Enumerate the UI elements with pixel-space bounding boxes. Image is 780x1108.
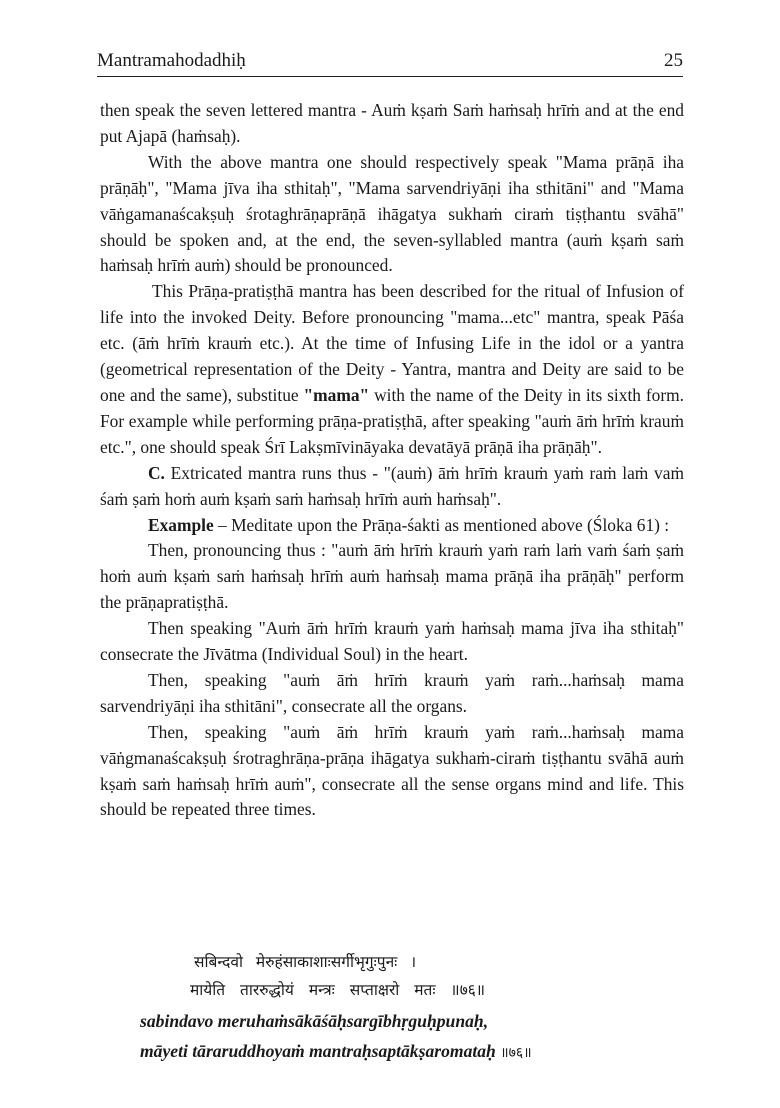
running-header (97, 46, 683, 77)
paragraph-8: Then, speaking "auṁ āṁ hrīṁ krauṁ yaṁ raṁ...haṁsaḥ mama sarvendriyāṇi iha sthitāni", consecrate all the organs. (100, 669, 684, 716)
paragraph-7: Then speaking "Auṁ āṁ hrīṁ krauṁ yaṁ haṁsaḥ mama jīva iha sthitaḥ" consecrate the Jīvātma (Individual Soul) in the heart. (100, 618, 684, 665)
paragraph-5-text: – Meditate upon the Prāṇa-śakti as mentioned above (Śloka 61) : (213, 514, 670, 535)
paragraph-5 (100, 513, 684, 539)
devanagari-line-1: सबिन्दवो मेरुहंसाकाशाःसर्गीभृगुःपुनः । (194, 953, 417, 971)
devanagari-line-2: मायेति ताररुद्धोयं मन्त्रः सप्ताक्षरो मतः ॥७६॥ (190, 981, 486, 999)
page-number: 25 (664, 50, 683, 71)
paragraph-3-text-a: This Prāṇa-pratiṣṭhā mantra has been described for the ritual of Infusion of life into the invoked Deity. Before pronouncing "mama...etc" mantra, speak Pāśa etc. (āṁ hrīṁ krauṁ etc.). At the time of Infusing Life in the idol or a yantra (geometrical representation of the Deity - Yantra, mantra and Deity are said to be one and the same), substitue (100, 281, 684, 405)
transliteration-line-2-text: māyeti tāraruddhoyaṁ mantraḥsaptākṣaromataḥ (140, 1041, 496, 1061)
verse-transliteration (140, 1006, 700, 1069)
paragraph-3 (100, 279, 684, 460)
transliteration-line-1: sabindavo meruhaṁsākāśāḥsargībhṛguḥpunaḥ, (140, 1011, 489, 1031)
paragraph-4 (100, 461, 684, 513)
paragraph-1: then speak the seven lettered mantra - Auṁ kṣaṁ Saṁ haṁsaḥ hrīṁ and at the end put Ajapā (haṁsaḥ). (100, 100, 684, 146)
example-label: Example (148, 514, 214, 535)
transliteration-line-2 (140, 1036, 700, 1069)
page-body (100, 98, 684, 823)
paragraph-9: Then, speaking "auṁ āṁ hrīṁ krauṁ yaṁ raṁ...haṁsaḥ mama vāṅgmanaścakṣuḥ śrotraghrāṇa-prāṇa ihāgatya sukhaṁ-ciraṁ tiṣṭhantu svāhā auṁ kṣaṁ saṁ haṁsaḥ hrīṁ auṁ", consecrate all the sense organs mind and life. This should be repeated three times. (100, 721, 684, 820)
mama-emphasis: "mama" (303, 384, 370, 405)
section-label-c: C. (148, 462, 165, 483)
paragraph-6: Then, pronouncing thus : "auṁ āṁ hrīṁ krauṁ yaṁ raṁ laṁ vaṁ śaṁ ṣaṁ hoṁ auṁ kṣaṁ saṁ haṁsaḥ hrīṁ auṁ haṁsaḥ mama prāṇā iha prāṇāḥ" perform the prāṇapratiṣṭhā. (100, 540, 684, 613)
paragraph-3-text-b: with the name of the Deity in its sixth form. For example while performing prāṇa-pratiṣṭhā, after speaking "auṁ āṁ hrīṁ krauṁ etc.", one should speak Śrī Lakṣmīvināyaka devatāyā prāṇā iha prāṇāḥ". (100, 384, 684, 457)
sanskrit-verse (100, 948, 684, 1004)
verse-number: ॥७६॥ (500, 1046, 532, 1061)
book-title: Mantramahodadhiḥ (97, 50, 246, 71)
paragraph-4-text: Extricated mantra runs thus - "(auṁ) āṁ hrīṁ krauṁ yaṁ raṁ laṁ vaṁ śaṁ ṣaṁ hoṁ auṁ kṣaṁ saṁ haṁsaḥ hrīṁ auṁ haṁsaḥ". (100, 462, 684, 509)
paragraph-2: With the above mantra one should respectively speak "Mama prāṇā iha prāṇāḥ", "Mama jīva iha sthitaḥ", "Mama sarvendriyāṇi iha sthitāni" and "Mama vāṅgamanaścakṣuḥ śrotaghrāṇaprāṇā ihāgatya sukhaṁ ciraṁ tiṣṭhantu svāhā" should be spoken and, at the end, the seven-syllabled mantra (auṁ kṣaṁ saṁ haṁsaḥ hrīṁ auṁ) should be pronounced. (100, 151, 684, 276)
